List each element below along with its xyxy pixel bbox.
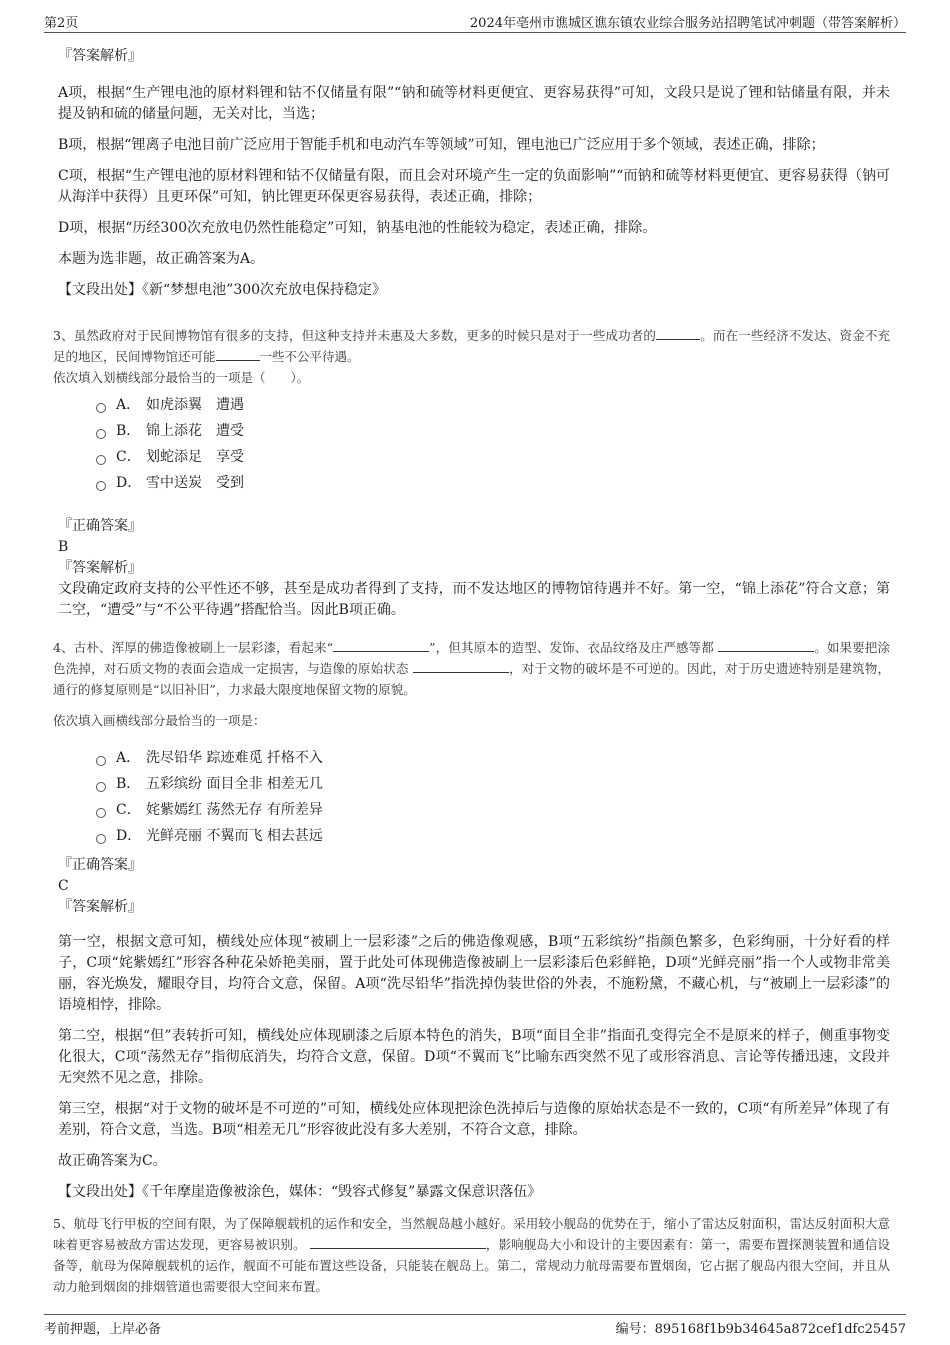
footer-slogan: 考前押题，上岸必备 (44, 1322, 162, 1337)
q2-analysis-c: C项，根据“生产锂电池的原材料锂和钴不仅储量有限，而且会对环境产生一定的负面影响”“而钠和硫等材料更便宜、更容易获得（钠可从海洋中获得）且更环保”可知，钠比锂更环保更容易获得，表述正确，排除； (58, 168, 890, 205)
q4-analysis-1: 第一空，根据文意可知，横线处应体现“被刷上一层彩漆”之后的佛造像观感，B项“五彩缤纷”指颜色繁多，色彩绚丽，十分好看的样子，C项“姹紫嫣红”形容各种花朵娇艳美丽，置于此处可体现佛造像被刷上一层彩漆后色彩鲜艳，D项“光鲜亮丽”指一个人或物非常美丽，容光焕发，耀眼夺目，均符合文意，保留。A项“洗尽铅华”指洗掉伪装世俗的外表，不施粉黛，不藏心机，与“被刷上一层彩漆”的语境相悖，排除。 (58, 934, 890, 1013)
q4-option-c[interactable]: C． 姹紫嫣红 荡然无存 有所差异 (96, 797, 890, 823)
q2-source: 【文段出处】《新“梦想电池”300次充放电保持稳定》 (58, 282, 387, 298)
radio-icon[interactable] (96, 782, 106, 792)
q4-option-d[interactable]: D． 光鲜亮丽 不翼而飞 相去甚远 (96, 823, 890, 849)
radio-icon[interactable] (96, 403, 106, 413)
radio-icon[interactable] (96, 808, 106, 818)
page-header (44, 12, 906, 33)
q4-blank-3 (413, 658, 509, 673)
q3-analysis: 文段确定政府支持的公平性还不够，甚至是成功者得到了支持，而不发达地区的博物馆待遇并不好。第一空，“锦上添花”符合文意；第二空，“遭受”与“不公平待遇”搭配恰当。因此B项正确。 (58, 581, 890, 618)
q4-source: 【文段出处】《千年摩崖造像被涂色，媒体：“毁容式修复”暴露文保意识落伍》 (58, 1184, 542, 1200)
q4-conclusion: 故正确答案为C。 (58, 1153, 167, 1169)
q2-analysis-a: A项，根据“生产锂电池的原材料锂和钴不仅储量有限”“钠和硫等材料更便宜、更容易获得”可知，文段只是说了锂和钴储量有限，并未提及钠和硫的储量问题，无关对比，当选； (58, 85, 890, 122)
q4-analysis-3: 第三空，根据“对于文物的破坏是不可逆的”可知，横线处应体现把涂色洗掉后与造像的原始状态是不一致的，C项“有所差异”体现了有差别，符合文意，当选。B项“相差无几”形容彼此没有多大差别，不符合文意，排除。 (58, 1101, 890, 1138)
q4-option-b[interactable]: B． 五彩缤纷 面目全非 相差无几 (96, 771, 890, 797)
footer-serial-number: 编号：895168f1b9b34645a872cef1dfc25457 (615, 1322, 906, 1337)
q4-analysis-2: 第二空，根据“但”表转折可知，横线处应体现刷漆之后原本特色的消失，B项“面目全非”指面孔变得完全不是原来的样子，侧重事物变化很大，C项“荡然无存”指彻底消失，均符合文意，保留。D项“不翼而飞”比喻东西突然不见了或形容消息、言论等传播迅速，文段并无突然不见之意，排除。 (58, 1028, 890, 1086)
q3-option-a[interactable]: A． 如虎添翼 遭遇 (96, 392, 890, 418)
radio-icon[interactable] (96, 756, 106, 766)
q5-blank-1 (310, 1234, 486, 1249)
q3-option-d[interactable]: D． 雪中送炭 受到 (96, 470, 890, 496)
q4-option-a[interactable]: A． 洗尽铅华 踪迹难觅 扦格不入 (96, 745, 890, 771)
radio-icon[interactable] (96, 429, 106, 439)
q4-answer: C (58, 878, 69, 894)
page-content (53, 46, 890, 1297)
radio-icon[interactable] (96, 455, 106, 465)
q4-stem: 4、古朴、浑厚的佛造像被刷上一层彩漆，看起来“ ”，但其原本的造型、发饰、衣品纹络及庄严感等都 。如果要把涂色洗掉，对石质文物的表面会造成一定损害，与造像的原始状态 ，对于文物的破坏是不可逆的。因此，对于历史遗迹特别是建筑物，通行的修复原则是“以旧补旧”，力求最大限度地保留文物的原貌。 (53, 637, 890, 700)
q3-option-b[interactable]: B． 锦上添花 遭受 (96, 418, 890, 444)
q3-analysis-label: 『答案解析』 (58, 560, 142, 576)
q4-answer-label: 『正确答案』 (58, 857, 142, 873)
q3-blank-2 (216, 346, 260, 361)
q4-blank-1 (333, 637, 429, 652)
q2-analysis-label: 『答案解析』 (58, 48, 142, 64)
q2-analysis-d: D项，根据“历经300次充放电仍然性能稳定”可知，钠基电池的性能较为稳定，表述正确，排除。 (58, 220, 657, 236)
radio-icon[interactable] (96, 481, 106, 491)
q3-stem: 3、虽然政府对于民间博物馆有很多的支持，但这种支持并未惠及大多数，更多的时候只是对于一些成功者的 。而在一些经济不发达、资金不充足的地区，民间博物馆还可能 一些不公平待遇。 (53, 325, 890, 367)
q4-prompt: 依次填入画横线部分最恰当的一项是： (53, 713, 266, 728)
q2-conclusion: 本题为选非题，故正确答案为A。 (58, 251, 265, 267)
q4-analysis-label: 『答案解析』 (58, 899, 142, 915)
q2-analysis-b: B项，根据“锂离子电池目前广泛应用于智能手机和电动汽车等领域”可知，锂电池已广泛应用于多个领域，表述正确，排除； (58, 137, 825, 153)
document-title: 2024年亳州市谯城区谯东镇农业综合服务站招聘笔试冲刺题（带答案解析） (469, 16, 906, 31)
radio-icon[interactable] (96, 834, 106, 844)
q3-blank-1 (656, 325, 700, 340)
q3-option-c[interactable]: C． 划蛇添足 享受 (96, 444, 890, 470)
page-footer (44, 1314, 906, 1337)
q3-prompt: 依次填入划横线部分最恰当的一项是（ ）。 (53, 370, 310, 385)
q4-blank-2 (718, 637, 814, 652)
page-number: 第2页 (44, 16, 79, 31)
q5-stem: 5、航母飞行甲板的空间有限，为了保障舰载机的运作和安全，当然舰岛越小越好。采用较小舰岛的优势在于，缩小了雷达反射面积，雷达反射面积大意味着更容易被敌方雷达发现，更容易被识别。 ，影响舰岛大小和设计的主要因素有：第一，需要布置探测装置和通信设备等，航母为保障舰载机的运作，舰面不可能布置这些设备，只能装在舰岛上。第二，常规动力航母需要布置烟囱，它占据了舰岛内很大空间，并且从动力舱到烟囱的排烟管道也需要很大空间来布置。 (53, 1216, 890, 1294)
q3-answer-label: 『正确答案』 (58, 518, 142, 534)
q3-options (96, 392, 890, 496)
q3-answer: B (58, 539, 69, 555)
q4-options (96, 745, 890, 849)
